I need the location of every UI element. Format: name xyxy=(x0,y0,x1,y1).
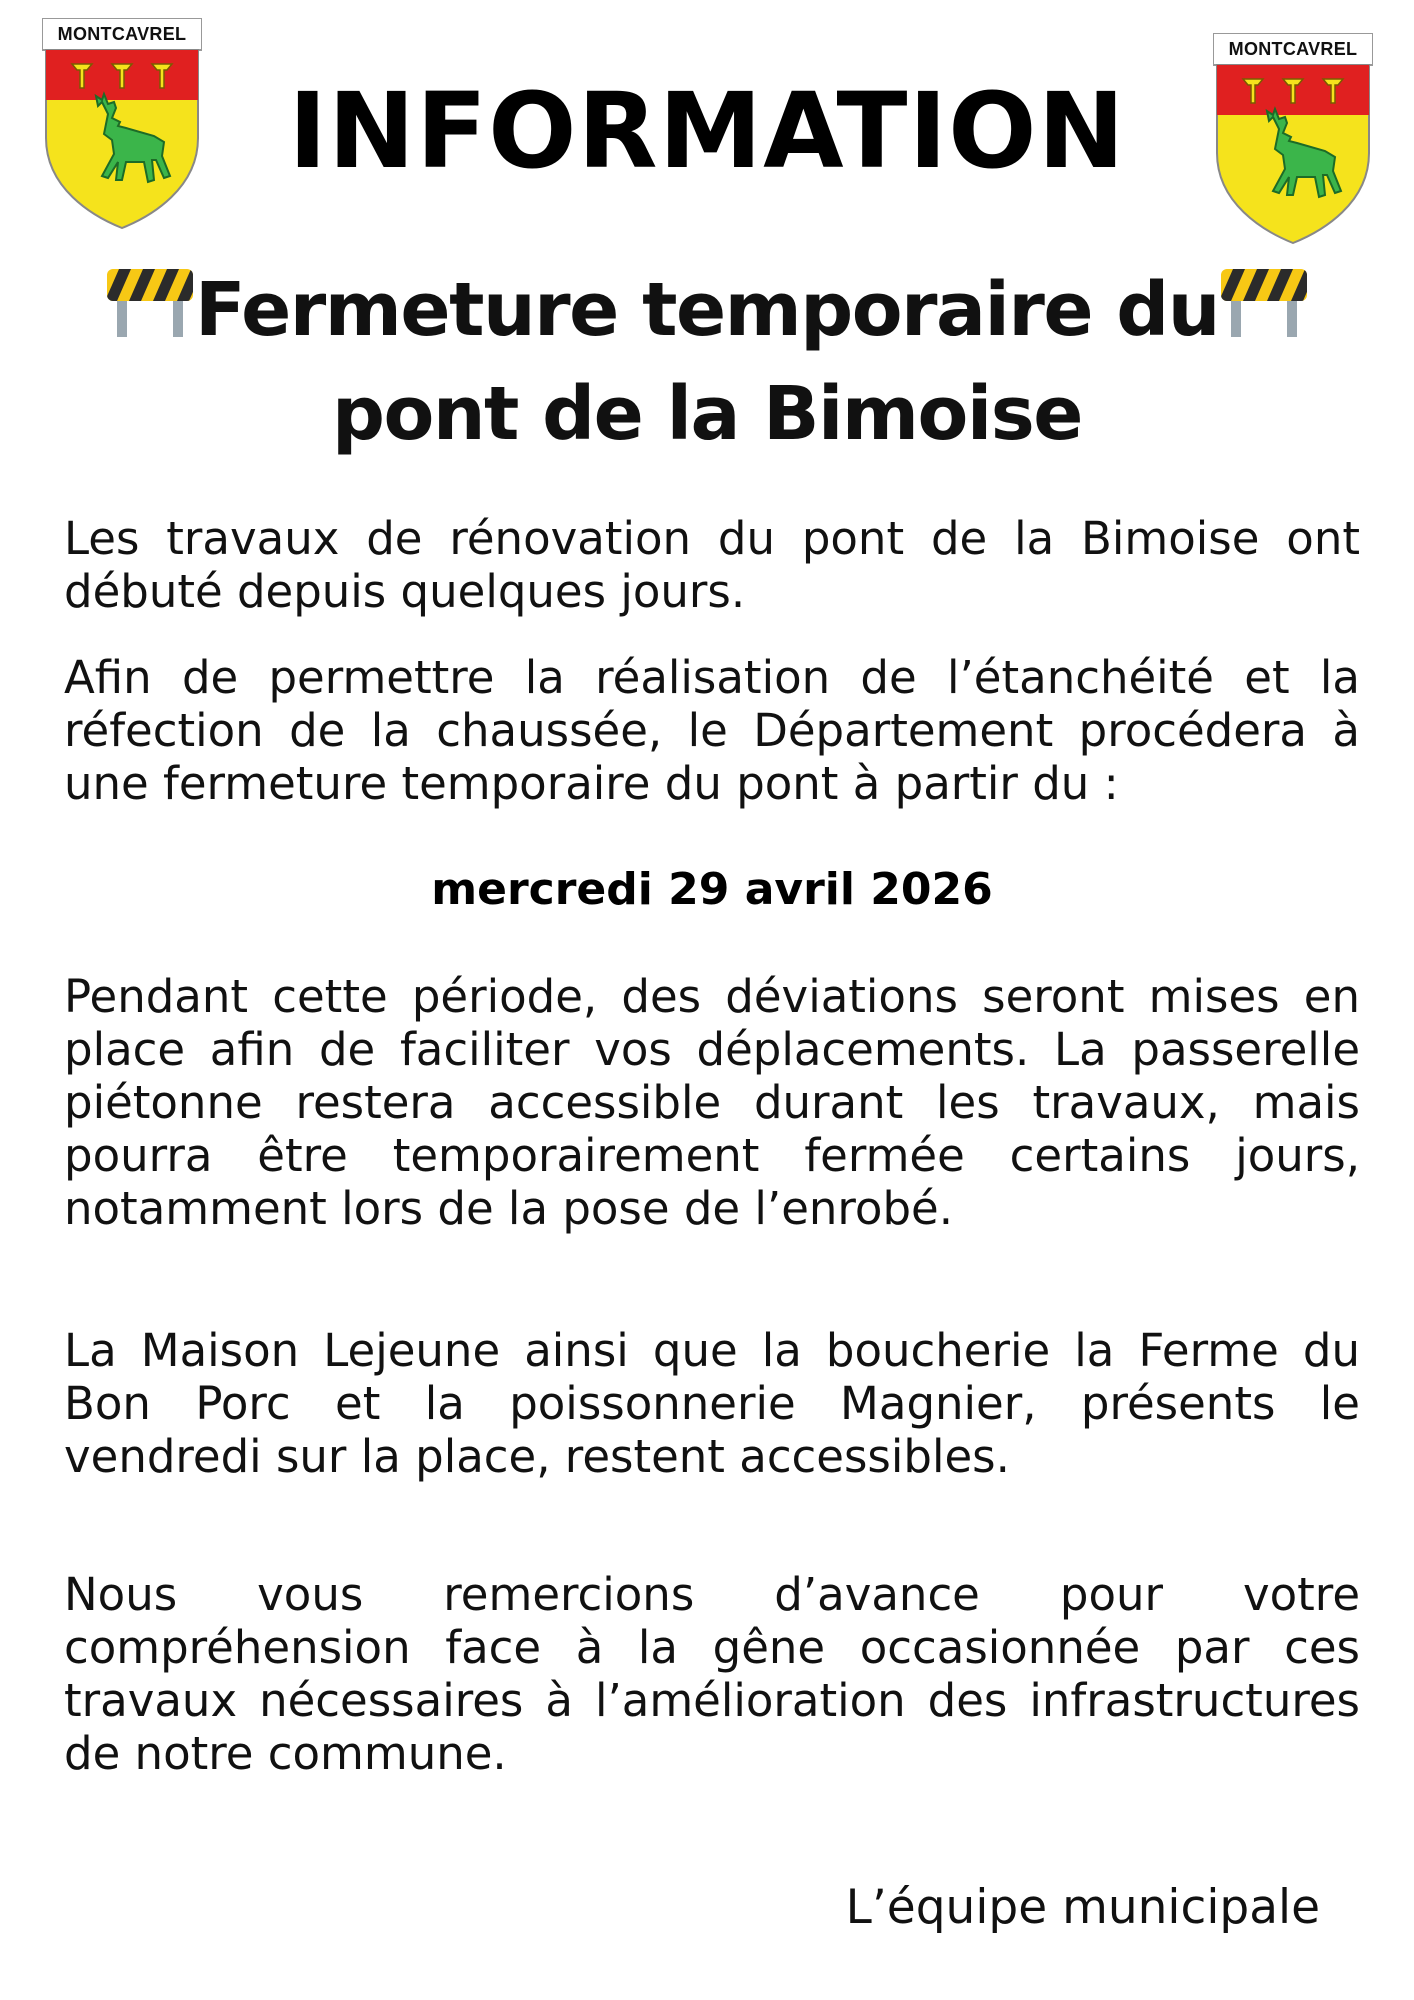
construction-barrier-icon xyxy=(1219,263,1309,337)
page-title: INFORMATION xyxy=(288,70,1126,192)
paragraph-intro: Les travaux de rénovation du pont de la Bimoise ont débuté depuis quelques jours. xyxy=(64,512,1360,618)
paragraph-closure: Afin de permettre la réalisation de l’étanchéité et la réfection de la chaussée, le Département procédera à une fermeture temporaire du pont à partir du : xyxy=(64,651,1360,810)
crest-label: MONTCAVREL xyxy=(57,24,187,44)
closure-date: mercredi 29 avril 2026 xyxy=(431,864,993,915)
crest-shield-icon xyxy=(42,18,202,230)
crest-label: MONTCAVREL xyxy=(1228,39,1358,59)
subtitle-line-2: pont de la Bimoise xyxy=(332,371,1082,457)
signature: L’équipe municipale xyxy=(845,1880,1320,1935)
paragraph-thanks: Nous vous remercions d’avance pour votre compréhension face à la gêne occasionnée par ces travaux nécessaires à l’amélioration des infrastructures de notre commune. xyxy=(64,1568,1360,1780)
montcavrel-crest-right xyxy=(1213,33,1373,245)
paragraph-detours: Pendant cette période, des déviations seront mises en place afin de faciliter vos déplacements. La passerelle piétonne restera accessible durant les travaux, mais pourra être temporairement fermée certains jours, notamment lors de la pose de l’enrobé. xyxy=(64,970,1360,1235)
subtitle xyxy=(60,258,1354,466)
paragraph-shops: La Maison Lejeune ainsi que la boucherie la Ferme du Bon Porc et la poissonnerie Magnier, présents le vendredi sur la place, restent accessibles. xyxy=(64,1324,1360,1483)
subtitle-line-1: Fermeture temporaire du xyxy=(195,267,1219,353)
crest-shield-icon xyxy=(1213,33,1373,245)
montcavrel-crest-left xyxy=(42,18,202,230)
construction-barrier-icon xyxy=(105,263,195,337)
